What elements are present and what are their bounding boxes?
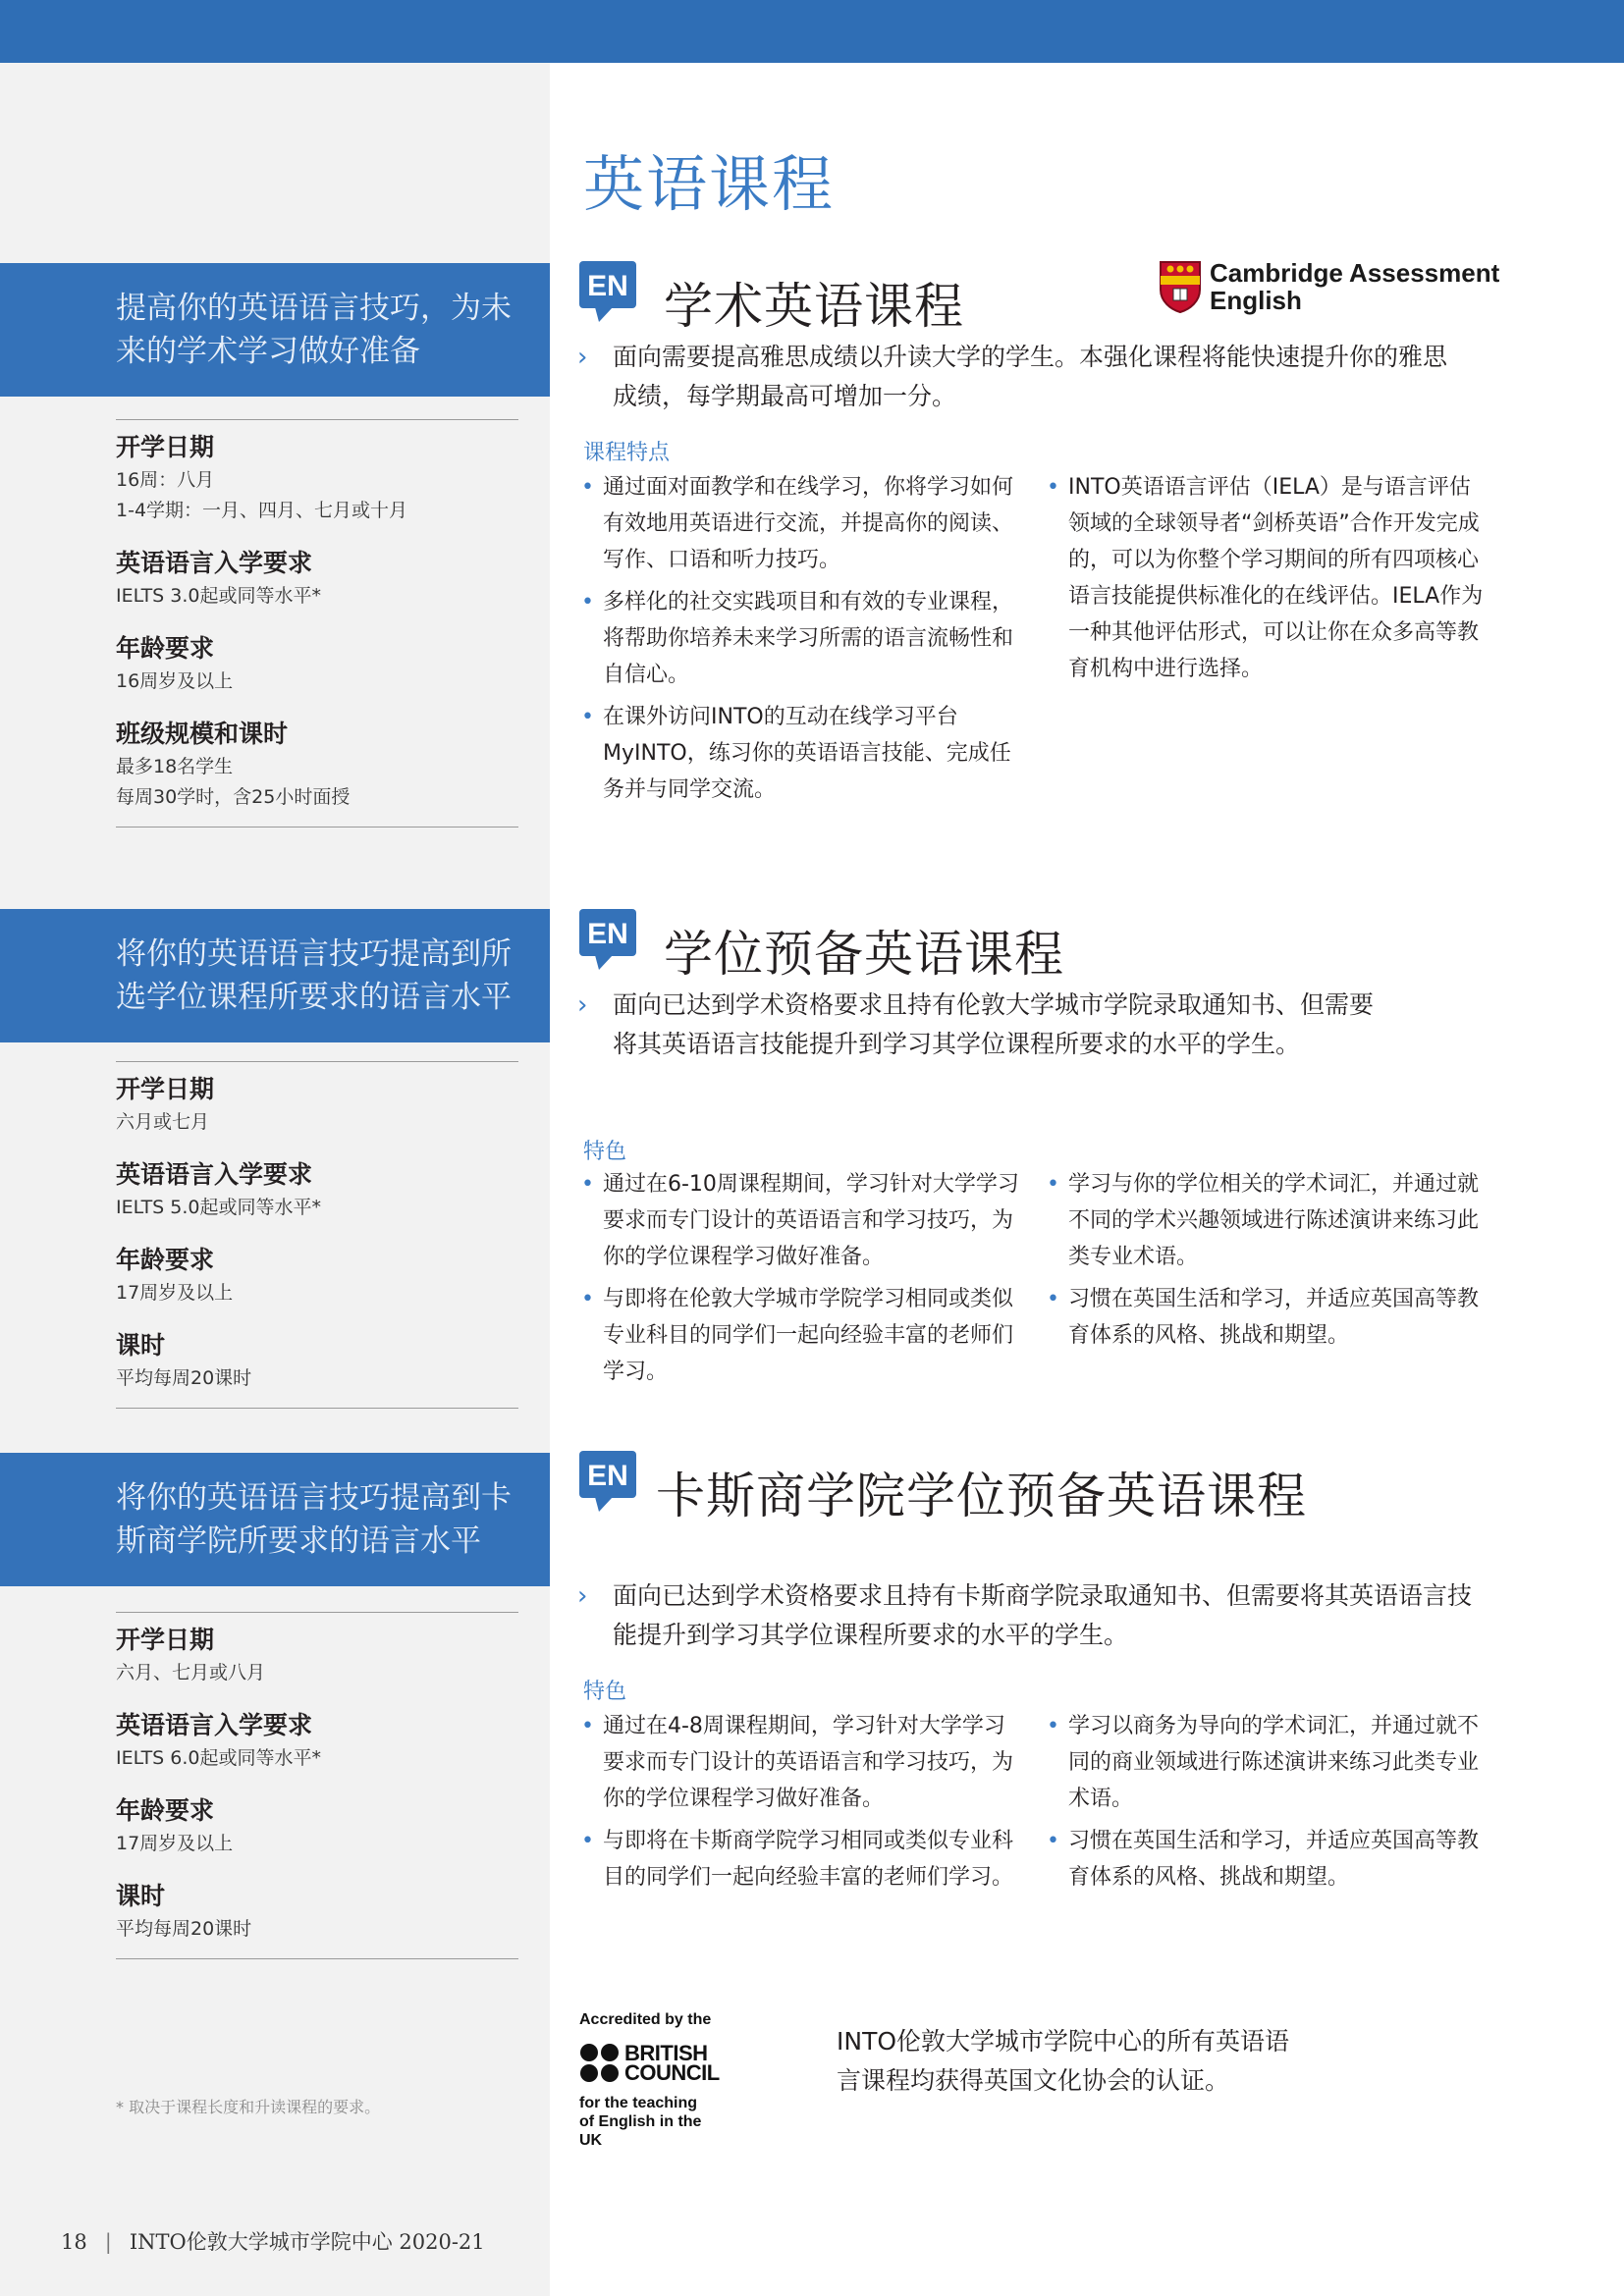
features-list-right [1047, 1166, 1489, 1360]
list-item: • 学习与你的学位相关的学术词汇，并通过就不同的学术兴趣领域进行陈述演讲来练习此类专业术语。 [1047, 1166, 1489, 1275]
course-lead [577, 338, 1461, 416]
list-item: • INTO英语语言评估（IELA）是与语言评估领域的全球领导者“剑桥英语”合作开发完成的，可以为你整个学习期间的所有四项核心语言技能提供标准化的在线评估。IELA作为一种其他评估形式，可以让你在众多高等教育机构中进行选择。 [1047, 469, 1489, 687]
bc-for-line2: of English in the UK [579, 2113, 702, 2149]
top-color-bar [0, 0, 1624, 63]
band-text: 提高你的英语语言技巧，为未来的学术学习做好准备 [116, 291, 512, 369]
info-label: 英语语言入学要求 [116, 1160, 313, 1189]
section-1-info-box [116, 419, 518, 828]
features-list-right [1047, 469, 1489, 693]
features-heading: 特色 [583, 1140, 627, 1164]
section-3-band [0, 1453, 550, 1586]
footnote: * 取决于课程长度和升读课程的要求。 [116, 2098, 381, 2116]
cambridge-logo-line2: English [1210, 286, 1302, 315]
info-label: 年龄要求 [116, 1796, 215, 1825]
features-heading: 特色 [583, 1680, 627, 1704]
info-value: IELTS 6.0起或同等水平* [116, 1747, 322, 1769]
info-start-date [116, 1623, 518, 1688]
bc-name-line1: BRITISH [624, 2041, 708, 2065]
lead-text: 面向需要提高雅思成绩以升读大学的学生。本强化课程将能快速提升你的雅思成绩，每学期最高可增加一分。 [613, 343, 1448, 410]
info-value: 平均每周20课时 [116, 1918, 252, 1940]
info-english-requirement [116, 1708, 518, 1774]
info-label: 年龄要求 [116, 634, 215, 663]
list-item: • 与即将在卡斯商学院学习相同或类似专业科目的同学们一起向经验丰富的老师们学习。 [581, 1823, 1019, 1896]
info-hours [116, 1879, 518, 1945]
page-footer [61, 2226, 485, 2256]
list-item: • 通过在4-8周课程期间，学习针对大学学习要求而专门设计的英语语言和学习技巧，为你的学位课程学习做好准备。 [581, 1708, 1019, 1817]
bc-accredited-text: Accredited by the [579, 2011, 712, 2028]
info-english-requirement [116, 1157, 518, 1223]
section-1-band [0, 263, 550, 397]
page-title: 英语课程 [583, 148, 836, 220]
features-list-left [581, 1708, 1019, 1901]
list-item: • 学习以商务为导向的学术词汇，并通过就不同的商业领域进行陈述演讲来练习此类专业术语。 [1047, 1708, 1489, 1817]
british-council-logo [579, 2010, 727, 2150]
features-list-left [581, 1166, 1019, 1396]
course-title: 学术英语课程 [664, 278, 964, 335]
features-list-right [1047, 1708, 1489, 1901]
badge-text: EN [587, 918, 628, 950]
info-value: IELTS 3.0起或同等水平* [116, 585, 322, 607]
info-start-date [116, 1072, 518, 1138]
badge-text: EN [587, 270, 628, 302]
info-value: IELTS 5.0起或同等水平* [116, 1197, 322, 1218]
info-label: 开学日期 [116, 433, 215, 461]
lead-text: 面向已达到学术资格要求且持有伦敦大学城市学院录取通知书、但需要将其英语语言技能提升到学习其学位课程所要求的水平的学生。 [613, 990, 1375, 1058]
info-label: 班级规模和课时 [116, 720, 289, 748]
info-label: 年龄要求 [116, 1246, 215, 1274]
en-badge-icon [579, 261, 636, 324]
info-label: 英语语言入学要求 [116, 549, 313, 577]
list-item: • 与即将在伦敦大学城市学院学习相同或类似专业科目的同学们一起向经验丰富的老师们学习。 [581, 1281, 1019, 1390]
features-list-left [581, 469, 1019, 814]
features-heading: 课程特点 [583, 441, 671, 465]
band-text: 将你的英语语言技巧提高到卡斯商学院所要求的语言水平 [116, 1480, 512, 1559]
list-item: • 通过在6-10周课程期间，学习针对大学学习要求而专门设计的英语语言和学习技巧，为你的学位课程学习做好准备。 [581, 1166, 1019, 1275]
en-badge-icon [579, 1451, 636, 1514]
section-2-band [0, 909, 550, 1042]
chevron-right-icon: › [577, 990, 588, 1020]
list-item: • 习惯在英国生活和学习，并适应英国高等教育体系的风格、挑战和期望。 [1047, 1281, 1489, 1354]
accreditation-statement: INTO伦敦大学城市学院中心的所有英语语言课程均获得英国文化协会的认证。 [837, 2027, 1290, 2095]
course-lead [577, 1576, 1481, 1655]
info-value: 17周岁及以上 [116, 1282, 234, 1304]
section-2-info-box [116, 1061, 518, 1409]
info-value: 六月或七月 [116, 1111, 210, 1133]
course-title: 学位预备英语课程 [664, 926, 1064, 983]
lead-text: 面向已达到学术资格要求且持有卡斯商学院录取通知书、但需要将其英语语言技能提升到学习其学位课程所要求的水平的学生。 [613, 1581, 1473, 1649]
en-badge-icon [579, 909, 636, 972]
info-start-date [116, 430, 518, 526]
info-label: 英语语言入学要求 [116, 1711, 313, 1739]
info-value: 16周岁及以上 [116, 670, 234, 692]
info-english-requirement [116, 546, 518, 612]
info-label: 课时 [116, 1882, 166, 1910]
info-age [116, 1243, 518, 1308]
list-item: • 多样化的社交实践项目和有效的专业课程，将帮助你培养未来学习所需的语言流畅性和自信心。 [581, 584, 1019, 693]
band-text: 将你的英语语言技巧提高到所选学位课程所要求的语言水平 [116, 936, 512, 1015]
info-age [116, 631, 518, 697]
info-label: 课时 [116, 1331, 166, 1360]
chevron-right-icon: › [577, 343, 588, 372]
info-age [116, 1793, 518, 1859]
british-council-dots-icon [579, 2043, 621, 2084]
footer-separator: | [104, 2230, 112, 2254]
course-title: 卡斯商学院学位预备英语课程 [656, 1468, 1307, 1524]
page-number: 18 [61, 2230, 87, 2254]
list-item: • 在课外访问INTO的互动在线学习平台MyINTO，练习你的英语语言技能、完成任务并与同学交流。 [581, 699, 1019, 808]
info-value: 17周岁及以上 [116, 1833, 234, 1854]
cambridge-shield-icon [1159, 260, 1202, 313]
list-item: • 习惯在英国生活和学习，并适应英国高等教育体系的风格、挑战和期望。 [1047, 1823, 1489, 1896]
info-class-size [116, 717, 518, 813]
chevron-right-icon: › [577, 1581, 588, 1611]
info-label: 开学日期 [116, 1075, 215, 1103]
info-value: 16周：八月 1-4学期：一月、四月、七月或十月 [116, 469, 408, 521]
cambridge-logo-line1: Cambridge Assessment [1210, 258, 1500, 288]
bc-for-line1: for the teaching [579, 2095, 698, 2111]
course-lead [577, 986, 1382, 1064]
cambridge-assessment-logo [1159, 259, 1499, 314]
publication-name: INTO伦敦大学城市学院中心 2020-21 [129, 2230, 485, 2254]
bc-name-line2: COUNCIL [624, 2060, 720, 2085]
info-value: 最多18名学生 每周30学时，含25小时面授 [116, 756, 351, 808]
section-3-info-box [116, 1612, 518, 1959]
info-value: 六月、七月或八月 [116, 1662, 266, 1683]
info-label: 开学日期 [116, 1626, 215, 1654]
info-value: 平均每周20课时 [116, 1367, 252, 1389]
badge-text: EN [587, 1460, 628, 1492]
list-item: • 通过面对面教学和在线学习，你将学习如何有效地用英语进行交流，并提高你的阅读、写作、口语和听力技巧。 [581, 469, 1019, 578]
info-hours [116, 1328, 518, 1394]
